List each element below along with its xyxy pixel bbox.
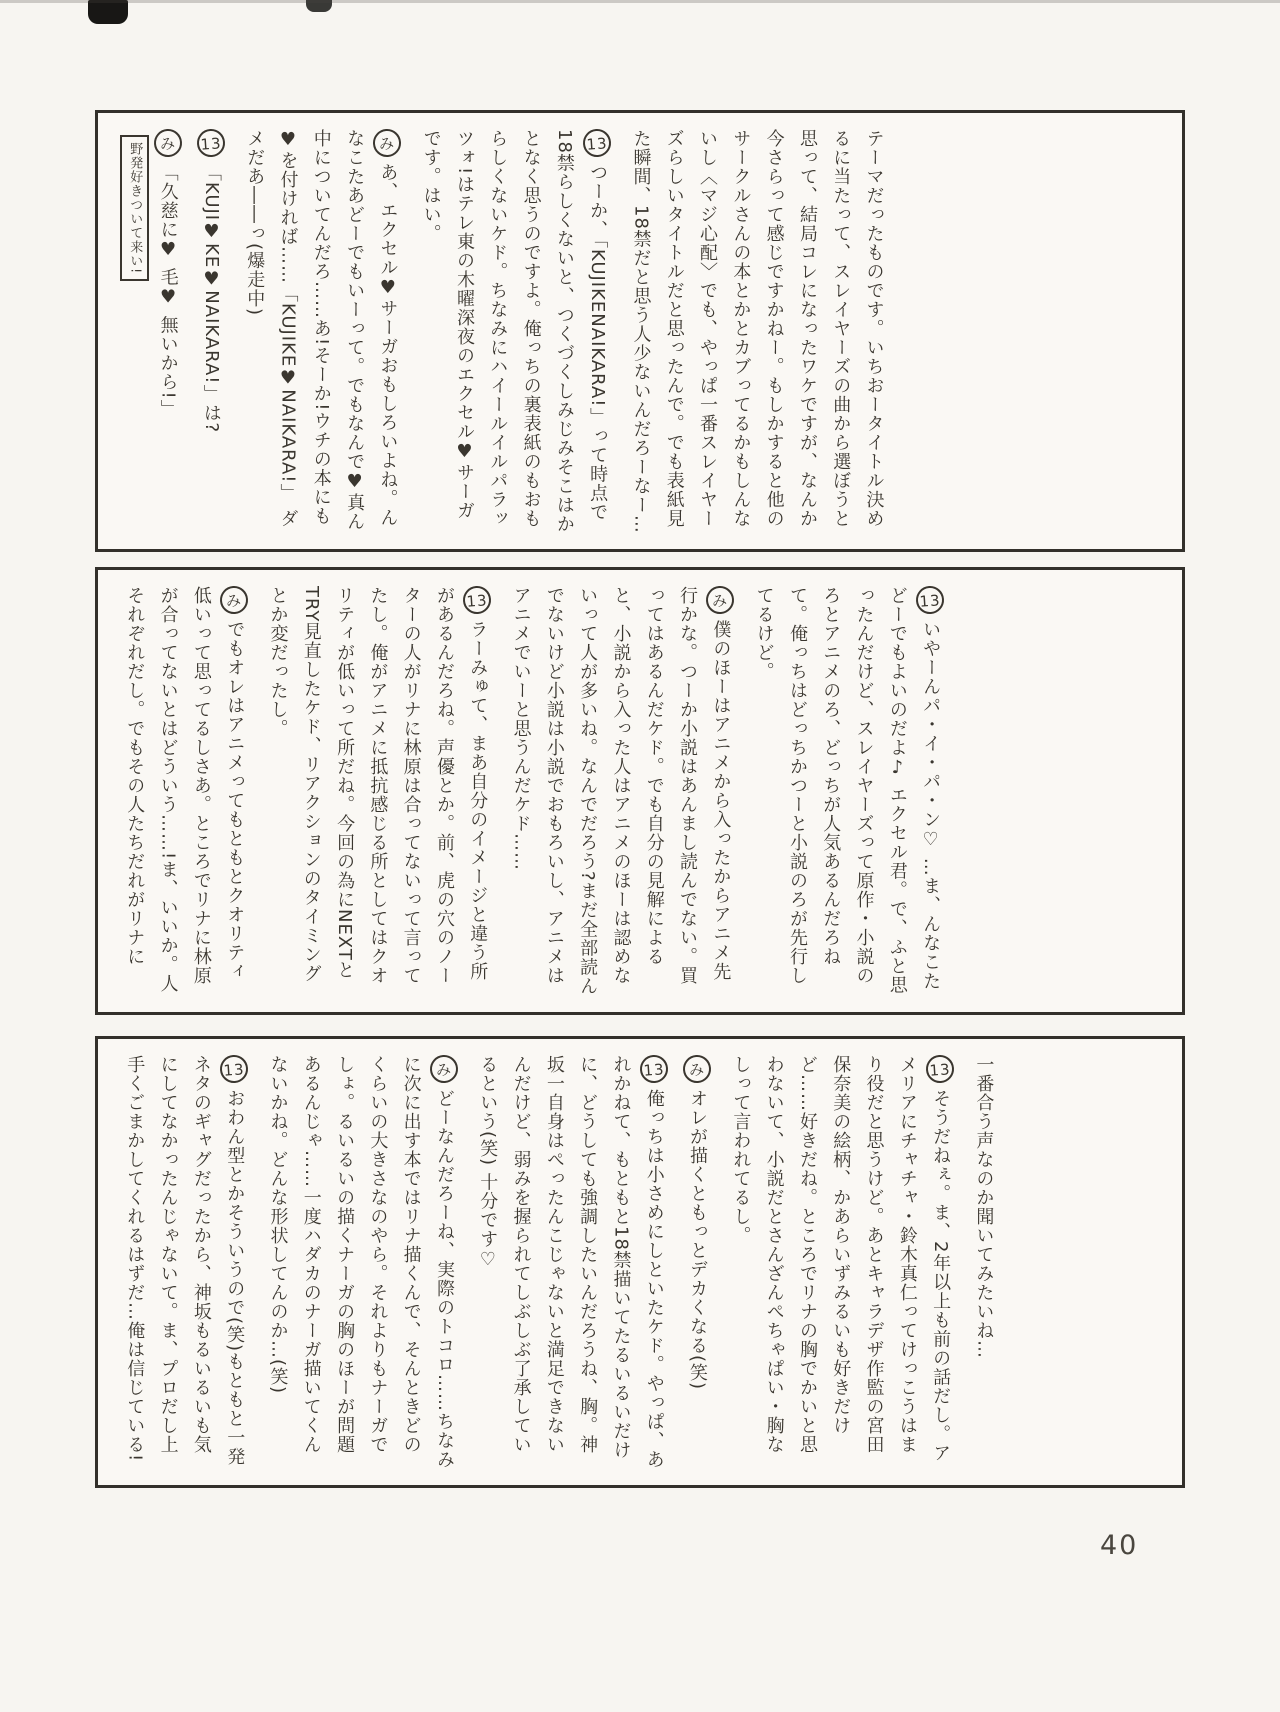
- dialogue-text: おわん型とかそういうので(笑)もともと一発ネタのギャグだったから、神坂もるいるいも気にしてなかったんじゃないて。ま、プロだし上手くごまかしてくれるはずだ…俺は信じている!: [124, 1055, 246, 1467]
- text-panel-1: [95, 110, 1185, 552]
- dialogue-text: 僕のほーはアニメから入ったからアニメ先行かな。つーか小説はあんまし読んでない。買ってはあるんだケド。でも自分の見解によると、小説から入った人はアニメのほーは認めないって人が多いね。なんでだろう?まだ全部読んでないけど小説は小説でおもろいし、アニメはアニメでいーと思うんだケド……: [510, 586, 732, 996]
- scan-edge-shadow: [0, 0, 1280, 3]
- speaker-block: [967, 1055, 1000, 1471]
- vertical-text-flow: [98, 113, 909, 549]
- speaker-block: [118, 1055, 251, 1471]
- dialogue-text: どーなんだろーね、実際のトコロ……ちなみに次に出す本ではリナ描くんで、そんときどのくらいの大きさなのやら。それよりもナーガでしょ。るいるいの描くナーガの胸のほーが問題あるんじゃ……一度ハダカのナーガ描いてくんないかね。どんな形状してんのか…(笑): [267, 1055, 455, 1469]
- text-panel-3: [95, 1036, 1185, 1488]
- speaker-mark: み: [682, 1054, 712, 1084]
- speaker-mark: み: [705, 585, 735, 615]
- speaker-mark: 13: [462, 585, 492, 615]
- dialogue-text: いやーんパ・イ・パ・ン♡ …ま、んなこたどーでもよいのだよ♪ エクセル君。で、ふと思ったんだけど、スレイヤーズって原作・小説のろとアニメのろ、どっちが人気あるんだろねて。俺っちはどっちかつーと小説のろが先行してるけど。: [753, 586, 942, 995]
- scan-smudge: [88, 0, 128, 24]
- speaker-block: [118, 586, 251, 998]
- dialogue-text: でもオレはアニメってもともとクオリティ低いって思ってるしさあ。ところでリナに林原が合ってないとはどういう……!ま、いいか。人それぞれだし。でもその人たちだれがリナに: [124, 586, 246, 994]
- speaker-block: [747, 586, 947, 998]
- speaker-block: [724, 1055, 957, 1471]
- vertical-text-flow: [98, 1039, 1018, 1485]
- speaker-mark: 13: [925, 1054, 955, 1084]
- dialogue-text: テーマだったものです。いちおータイトル決めるに当たって、スレイヤーズの曲から選ぼうと思って、結局コレになったワケですが、なんか今さらって感じですかねー。もしかすると他のサークルさんの本とかとカブってるかもしんないし〈マジ心配〉でも、やっぱ一番スレイヤーズらしいタイトルだと思ったんで。でも表紙見た瞬間、18禁だと思う人少ないんだろーなー…: [630, 129, 885, 534]
- dialogue-text: そうだねぇ。ま、2年以上も前の話だし。アメリアにチャチャ・鈴木真仁ってけっこうはまり役だと思うけど。あとキャラデザ作監の宮田保奈美の絵柄、かあらいずみるいも好きだけど……好きだね。ところでリナの胸でかいと思わないて、小説だとさんざんぺちゃぱい・胸なしって言われてるし。: [730, 1055, 952, 1463]
- speaker-mark: み: [372, 128, 402, 158]
- speaker-block: [261, 586, 494, 998]
- speaker-block: [504, 586, 737, 998]
- speaker-mark: 13: [582, 128, 612, 158]
- speaker-mark: 13: [196, 128, 226, 158]
- speaker-block: [261, 1055, 461, 1471]
- speaker-mark: 13: [639, 1054, 669, 1084]
- speaker-block: [118, 129, 185, 535]
- speaker-mark: 13: [915, 585, 945, 615]
- page-number: 40: [1100, 1530, 1139, 1561]
- dialogue-text: ラーみゅて、まあ自分のイメージと違う所があるんだろね。声優とか。前、虎の穴のノーターの人がリナに林原は合ってないって言ってたし。俺がアニメに抵抗感じる所としてはクオリティが低いって所だね。今回の為にNEXTとTRY見直したケド、リアクションのタイミングとか変だったし。: [267, 586, 489, 985]
- dialogue-text: オレが描くともっとデカくなる(笑): [687, 1089, 709, 1391]
- speaker-mark: み: [429, 1054, 459, 1084]
- speaker-block: [414, 129, 614, 535]
- dialogue-text: 一番合う声なのか聞いてみたいね…: [973, 1055, 995, 1359]
- speaker-mark: 13: [219, 1054, 249, 1084]
- speaker-block: [238, 129, 404, 535]
- speaker-mark: み: [219, 585, 249, 615]
- speaker-block: [471, 1055, 671, 1471]
- dialogue-text: あ、エクセル♥サーガおもしろいよね。んなこたあどーでもいーって。でもなんで♥真ん中についてんだろ……あ!そーか!ウチの本にも♥を付ければ……「KUJIKE♥NAIKARA!」 ダメだあ――っ(爆走中): [244, 129, 399, 531]
- vertical-text-flow: [98, 570, 965, 1012]
- speaker-block: [681, 1055, 714, 1471]
- dialogue-text: 俺っちは小さめにしといたケド。やっぱ、あれかねて、もともと18禁描いてたるいるいだけに、どうしても強調したいんだろうね、胸。神坂一自身はぺったんこじゃないと満足できないんだけど、弱みを握られてしぶしぶ了承しているという(笑) 十分です♡: [477, 1055, 665, 1469]
- dialogue-text: 「KUJI♥KE♥NAIKARA!」は?: [200, 163, 222, 434]
- dialogue-text: 「久慈に♥ 毛♥ 無いから!」: [157, 163, 179, 419]
- speaker-block: [624, 129, 890, 535]
- text-panel-2: [95, 567, 1185, 1015]
- speaker-block: [195, 129, 228, 535]
- dialogue-text: つーか、「KUJIKENAIKARA!」って時点で18禁らしくないと、つくづくしみじみそこはかとなく思うのですよ。俺っちの裏表紙のもおもらしくないケド。ちなみにハイールイルパラッツォ!はテレ東の木曜深夜のエクセル♥サーガです。はい。: [420, 129, 609, 534]
- margin-note: 野発好きついて来い!: [120, 135, 150, 281]
- speaker-mark: み: [153, 128, 183, 158]
